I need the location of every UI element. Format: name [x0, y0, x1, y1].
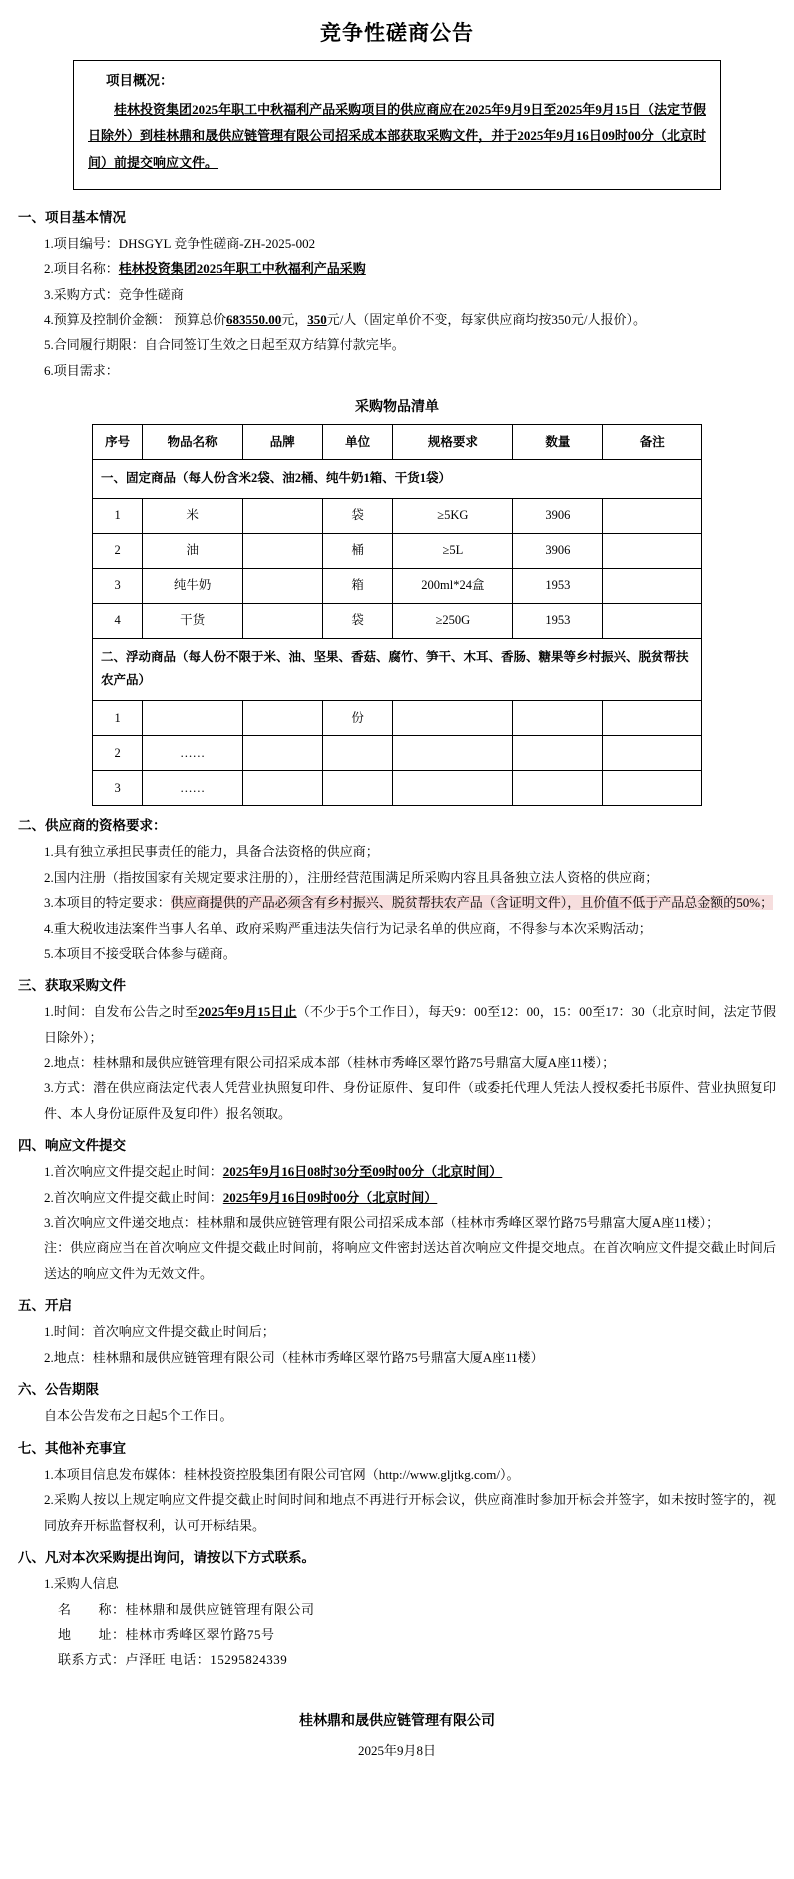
s4-item-1-value: 2025年9月16日08时30分至09时00分（北京时间）: [222, 1164, 503, 1180]
s2-item-3-highlight: 供应商提供的产品必须含有乡村振兴、脱贫帮扶农产品（含证明文件），且价值不低于产品总金额的50%；: [170, 895, 774, 911]
cell-name: ……: [143, 736, 242, 771]
cell-unit: [322, 736, 393, 771]
budget-total: 683550.00: [226, 311, 282, 327]
purchaser-contact-label: 联系方式：: [58, 1652, 126, 1668]
s3-item-1-rest: （不少于5个工作日），每天9：00至12：00，15：00至17：30（北京时间，法定节假日除外）；: [44, 1004, 776, 1045]
cell-spec: 200ml*24盒: [393, 568, 513, 603]
s1-item-4-post: 元/人（固定单价不变，每家供应商均按350元/人报价）。: [326, 311, 647, 327]
s2-item-2: 2.国内注册（指按国家有关规定要求注册的），注册经营范围满足所采购内容且具备独立法人资格的供应商；: [44, 869, 659, 885]
cell-qty: 1953: [513, 568, 603, 603]
cell-brand: [242, 771, 322, 806]
s3-item-1-label: 1.时间：自发布公告之时至: [44, 1004, 199, 1020]
s3-item-2: 2.地点：桂林鼎和晟供应链管理有限公司招采成本部（桂林市秀峰区翠竹路75号鼎富大厦A座11楼）；: [44, 1055, 616, 1071]
goods-table-title: 采购物品清单: [355, 399, 439, 415]
cell-unit: 桶: [322, 533, 393, 568]
th-note: 备注: [603, 424, 702, 459]
table-row: [93, 568, 702, 603]
section-7-title: 七、其他补充事宜: [18, 1440, 126, 1456]
purchaser-contact-value: 卢泽旺 电话：15295824339: [125, 1652, 288, 1668]
purchaser-name-line: [58, 1597, 776, 1622]
overview-text-4: 获取采购文件，并于: [400, 128, 518, 144]
cell-name: 干货: [143, 603, 242, 638]
cell-spec: ≥250G: [393, 603, 513, 638]
s5-item-2: 2.地点：桂林鼎和晟供应链管理有限公司（桂林市秀峰区翠竹路75号鼎富大厦A座11楼）: [44, 1349, 544, 1365]
table-row: [93, 736, 702, 771]
cell-name: 米: [143, 498, 242, 533]
cell-qty: [513, 771, 603, 806]
table-row: [93, 533, 702, 568]
cell-brand: [242, 533, 322, 568]
overview-text-3: 到桂林鼎和晟供应链管理有限公司招采成本部: [140, 128, 401, 144]
table-row: [93, 771, 702, 806]
section-6-title: 六、公告期限: [18, 1382, 99, 1398]
cell-no: 3: [93, 568, 143, 603]
cell-qty: [513, 736, 603, 771]
budget-unit-price: 350: [307, 311, 327, 327]
s1-item-4-label: 4.预算及控制价金额：: [44, 311, 171, 327]
s4-item-2: [44, 1185, 776, 1210]
cell-note: [603, 701, 702, 736]
cell-brand: [242, 498, 322, 533]
overview-date-range: 2025年9月9日至2025年9月15日（法定节假日除外）: [88, 101, 706, 144]
s1-item-6: 6.项目需求：: [44, 362, 119, 378]
s7-item-2: 2.采购人按以上规定响应文件提交截止时间时间和地点不再进行开标会议，供应商准时参加开标会并签字，如未按时签字的，视同放弃开标监督权利，认可开标结果。: [44, 1492, 776, 1533]
s4-note: 注：供应商应当在首次响应文件提交截止时间前，将响应文件密封送达首次响应文件提交地点。在首次响应文件提交截止时间后送达的响应文件为无效文件。: [44, 1240, 776, 1281]
s1-item-3-value: 竞争性磋商: [118, 286, 184, 302]
cell-no: 4: [93, 603, 143, 638]
s3-item-1: [44, 999, 776, 1050]
th-name: 物品名称: [143, 424, 242, 459]
s4-item-1: [44, 1159, 776, 1184]
table-header-row: [93, 424, 702, 459]
cell-note: [603, 568, 702, 603]
section-2-title: 二、供应商的资格要求：: [18, 818, 167, 834]
s1-item-1-label: 1.项目编号：: [44, 235, 119, 251]
s1-item-2-value: 桂林投资集团2025年职工中秋福利产品采购: [118, 261, 366, 277]
s3-item-3: 3.方式：潜在供应商法定代表人凭营业执照复印件、身份证原件、复印件（或委托代理人凭法人授权委托书原件、营业执照复印件、本人身份证原件及复印件）报名领取。: [44, 1080, 776, 1121]
s8-item-1: 1.采购人信息: [44, 1576, 119, 1592]
s2-item-3-label: 3.本项目的特定要求：: [44, 895, 171, 911]
s3-item-1-date: 2025年9月15日止: [198, 1004, 297, 1020]
s4-item-3: 3.首次响应文件递交地点：桂林鼎和晟供应链管理有限公司招采成本部（桂林市秀峰区翠竹路75号鼎富大厦A座11楼）；: [44, 1215, 720, 1231]
cell-spec: [393, 771, 513, 806]
s2-item-1: 1.具有独立承担民事责任的能力，具备合法资格的供应商；: [44, 844, 379, 860]
cell-note: [603, 736, 702, 771]
purchaser-name-value: 桂林鼎和晟供应链管理有限公司: [125, 1601, 315, 1617]
document-footer: [18, 1707, 776, 1766]
overview-body: [88, 97, 706, 177]
cell-spec: [393, 701, 513, 736]
table-group-row: [93, 459, 702, 498]
cell-qty: 3906: [513, 498, 603, 533]
s1-item-2: [44, 256, 776, 281]
cell-no: 3: [93, 771, 143, 806]
s5-item-1: 1.时间：首次响应文件提交截止时间后；: [44, 1324, 275, 1340]
purchaser-name-label: 名 称：: [58, 1601, 126, 1617]
s1-item-5: 5.合同履行期限：自合同签订生效之日起至双方结算付款完毕。: [44, 337, 405, 353]
section-3-title: 三、获取采购文件: [18, 978, 126, 994]
cell-brand: [242, 568, 322, 603]
cell-spec: ≥5L: [393, 533, 513, 568]
cell-unit: 份: [322, 701, 393, 736]
s1-item-1: [44, 231, 776, 256]
cell-no: 2: [93, 533, 143, 568]
cell-note: [603, 603, 702, 638]
purchaser-address-label: 地 址：: [58, 1626, 126, 1642]
cell-qty: 3906: [513, 533, 603, 568]
footer-company: 桂林鼎和晟供应链管理有限公司: [299, 1713, 495, 1729]
overview-text-6: 前提交响应文件。: [114, 155, 219, 171]
overview-text-1: 桂林投资集团2025年职工中秋福利产品采购项目的供应商应在: [114, 101, 466, 117]
cell-qty: 1953: [513, 603, 603, 638]
table-row: [93, 498, 702, 533]
s4-item-1-label: 1.首次响应文件提交起止时间：: [44, 1164, 223, 1180]
cell-name: 油: [143, 533, 242, 568]
s2-item-5: 5.本项目不接受联合体参与磋商。: [44, 945, 236, 961]
cell-name: [143, 701, 242, 736]
purchaser-contact-line: [58, 1647, 776, 1672]
th-no: 序号: [93, 424, 143, 459]
s2-item-3: [44, 890, 776, 915]
page-title: 竞争性磋商公告: [320, 21, 474, 45]
s6-item-1: 自本公告发布之日起5个工作日。: [44, 1408, 233, 1424]
s4-item-2-label: 2.首次响应文件提交截止时间：: [44, 1189, 223, 1205]
project-overview-box: [73, 60, 721, 190]
cell-no: 1: [93, 701, 143, 736]
s1-item-3-label: 3.采购方式：: [44, 286, 119, 302]
section-4-title: 四、响应文件提交: [18, 1138, 126, 1154]
th-brand: 品牌: [242, 424, 322, 459]
cell-note: [603, 498, 702, 533]
s1-item-2-label: 2.项目名称：: [44, 261, 119, 277]
group-1-label: 一、固定商品（每人份含米2袋、油2桶、纯牛奶1箱、干货1袋）: [93, 459, 702, 498]
cell-unit: 袋: [322, 603, 393, 638]
s4-item-2-value: 2025年9月16日09时00分（北京时间）: [222, 1189, 438, 1205]
s1-item-3: [44, 282, 776, 307]
s1-item-4: [44, 307, 776, 332]
purchaser-address-value: 桂林市秀峰区翠竹路75号: [125, 1626, 275, 1642]
table-group-row: [93, 638, 702, 701]
overview-deadline: 2025年9月16日09时00分（北京时间）: [88, 128, 706, 171]
th-unit: 单位: [322, 424, 393, 459]
table-row: [93, 701, 702, 736]
s1-item-4-mid: 元，: [281, 311, 308, 327]
group-2-label: 二、浮动商品（每人份不限于米、油、坚果、香菇、腐竹、笋干、木耳、香肠、糖果等乡村振兴、脱贫帮扶农产品）: [93, 638, 702, 701]
section-1-title: 一、项目基本情况: [18, 209, 126, 225]
s1-item-4-pre: 预算总价: [174, 311, 227, 327]
cell-unit: 箱: [322, 568, 393, 603]
cell-brand: [242, 603, 322, 638]
cell-no: 2: [93, 736, 143, 771]
overview-heading: 项目概况：: [106, 72, 174, 88]
cell-note: [603, 533, 702, 568]
cell-brand: [242, 736, 322, 771]
cell-brand: [242, 701, 322, 736]
cell-note: [603, 771, 702, 806]
cell-qty: [513, 701, 603, 736]
cell-unit: [322, 771, 393, 806]
cell-spec: ≥5KG: [393, 498, 513, 533]
cell-spec: [393, 736, 513, 771]
s1-item-1-value: DHSGYL 竞争性磋商-ZH-2025-002: [118, 235, 316, 251]
footer-date: 2025年9月8日: [357, 1743, 436, 1759]
cell-no: 1: [93, 498, 143, 533]
purchaser-address-line: [58, 1622, 776, 1647]
th-spec: 规格要求: [393, 424, 513, 459]
goods-table: [92, 424, 702, 806]
section-8-title: 八、凡对本次采购提出询问，请按以下方式联系。: [18, 1549, 315, 1565]
cell-name: 纯牛奶: [143, 568, 242, 603]
s7-item-1: 1.本项目信息发布媒体：桂林投资控股集团有限公司官网（http://www.gljtkg.com/）。: [44, 1466, 520, 1482]
s2-item-4: 4.重大税收违法案件当事人名单、政府采购严重违法失信行为记录名单的供应商，不得参与本次采购活动；: [44, 920, 652, 936]
cell-name: ……: [143, 771, 242, 806]
section-5-title: 五、开启: [18, 1298, 72, 1314]
th-qty: 数量: [513, 424, 603, 459]
table-row: [93, 603, 702, 638]
cell-unit: 袋: [322, 498, 393, 533]
